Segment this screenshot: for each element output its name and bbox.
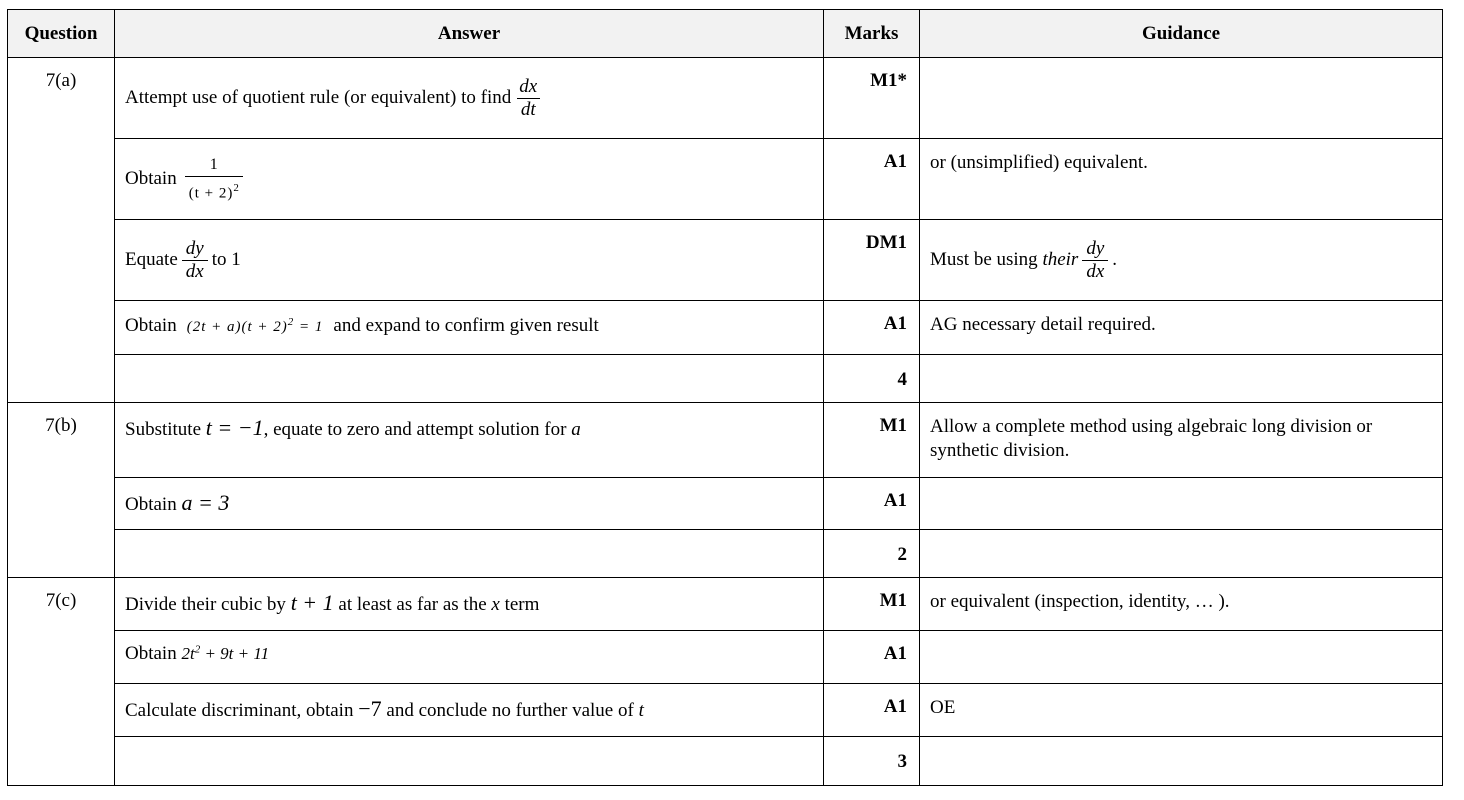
answer-text: Obtain: [125, 494, 177, 515]
expression-base: (2t + a)(t + 2): [186, 319, 288, 335]
math-expression: [187, 316, 324, 336]
answer-cell: [115, 355, 824, 403]
answer-cell: [115, 220, 824, 301]
guidance-cell: AG necessary detail required.: [920, 301, 1443, 355]
answer-text-tail: and conclude no further value of: [386, 700, 634, 721]
answer-cell: [115, 684, 824, 737]
guidance-cell: [920, 737, 1443, 786]
fraction-denominator: dx: [182, 260, 208, 282]
mark-cell: A1: [824, 478, 920, 530]
header-answer: Answer: [115, 10, 824, 58]
mark-cell: M1*: [824, 58, 920, 139]
total-marks: 4: [824, 355, 920, 403]
answer-cell: [115, 403, 824, 478]
math-expression: [181, 644, 269, 663]
guidance-cell: [920, 58, 1443, 139]
fraction-numerator: dy: [185, 237, 204, 259]
guidance-cell: [920, 631, 1443, 684]
total-marks: 2: [824, 530, 920, 578]
mark-cell: A1: [824, 139, 920, 220]
header-row: [8, 10, 1443, 58]
answer-cell: [115, 530, 824, 578]
question-label: 7(c): [8, 578, 115, 786]
mark-cell: A1: [824, 301, 920, 355]
fraction-numerator: dy: [1086, 237, 1105, 259]
guidance-cell: [920, 530, 1443, 578]
expression-base: 2t: [181, 644, 195, 663]
table-row: [8, 355, 1443, 403]
answer-text: Obtain: [125, 315, 177, 336]
answer-text: Attempt use of quotient rule (or equivalent) to find: [125, 87, 512, 108]
answer-text-tail: , equate to zero and attempt solution for: [263, 419, 567, 440]
denominator-expression: (t + 2): [188, 185, 234, 202]
guidance-text: Must be using: [930, 249, 1038, 270]
header-marks: Marks: [824, 10, 920, 58]
fraction-denominator: [185, 176, 243, 203]
fraction-denominator: dt: [517, 98, 540, 120]
fraction: [1082, 239, 1108, 282]
answer-text-tail: term: [504, 594, 540, 615]
answer-text: Calculate discriminant, obtain: [125, 700, 354, 721]
mark-cell: M1: [824, 578, 920, 631]
mark-cell: M1: [824, 403, 920, 478]
header-question: Question: [8, 10, 115, 58]
guidance-cell: Allow a complete method using algebraic long division or synthetic division.: [920, 403, 1443, 478]
fraction: [185, 155, 243, 203]
exponent: 2: [287, 316, 295, 328]
question-label: 7(a): [8, 58, 115, 403]
answer-cell: [115, 301, 824, 355]
guidance-cell: or equivalent (inspection, identity, … ).: [920, 578, 1443, 631]
fraction-numerator: dx: [519, 75, 538, 97]
answer-cell: [115, 478, 824, 530]
expression-tail: + 9t + 11: [200, 644, 270, 663]
exponent: 2: [194, 643, 201, 656]
table-row: [8, 478, 1443, 530]
guidance-cell: [920, 355, 1443, 403]
fraction: [182, 239, 208, 282]
answer-cell: [115, 139, 824, 220]
answer-text: Divide their cubic by: [125, 594, 286, 615]
fraction-denominator: dx: [1082, 260, 1108, 282]
table-row: [8, 220, 1443, 301]
table-row: [8, 684, 1443, 737]
math-expression: a = 3: [181, 490, 230, 515]
question-label: 7(b): [8, 403, 115, 578]
math-variable: x: [491, 594, 500, 615]
guidance-cell: OE: [920, 684, 1443, 737]
table-row: [8, 530, 1443, 578]
fraction-numerator: 1: [209, 155, 218, 173]
answer-cell: [115, 631, 824, 684]
answer-text: Equate: [125, 249, 178, 270]
answer-cell: [115, 737, 824, 786]
exponent: 2: [233, 181, 239, 194]
math-variable: t: [638, 700, 644, 721]
answer-text-tail: to 1: [211, 249, 241, 270]
table-row: [8, 631, 1443, 684]
table-row: [8, 139, 1443, 220]
table-row: [8, 578, 1443, 631]
header-guidance: Guidance: [920, 10, 1443, 58]
guidance-cell: [920, 478, 1443, 530]
answer-text: Substitute: [125, 419, 202, 440]
expression-tail: = 1: [294, 319, 324, 335]
math-variable: a: [571, 419, 581, 440]
math-expression: −7: [358, 696, 382, 721]
answer-text-tail: at least as far as the: [338, 594, 487, 615]
mark-scheme-table: [7, 9, 1443, 786]
math-expression: t + 1: [290, 590, 334, 615]
guidance-cell: or (unsimplified) equivalent.: [920, 139, 1443, 220]
mark-cell: DM1: [824, 220, 920, 301]
guidance-cell: Must be using their $\frac{dy}{dx}$ .: [920, 220, 1443, 301]
answer-text: Obtain: [125, 168, 177, 189]
table-row: [8, 737, 1443, 786]
answer-cell: [115, 58, 824, 139]
table-row: [8, 58, 1443, 139]
answer-text-tail: and expand to confirm given result: [333, 315, 599, 336]
answer-text: Obtain: [125, 643, 177, 664]
total-marks: 3: [824, 737, 920, 786]
guidance-italic: their: [1042, 249, 1079, 270]
math-expression: t = −1: [205, 415, 264, 440]
answer-cell: [115, 578, 824, 631]
mark-cell: A1: [824, 631, 920, 684]
mark-cell: A1: [824, 684, 920, 737]
table-row: [8, 301, 1443, 355]
fraction: [515, 77, 541, 120]
table-row: [8, 403, 1443, 478]
